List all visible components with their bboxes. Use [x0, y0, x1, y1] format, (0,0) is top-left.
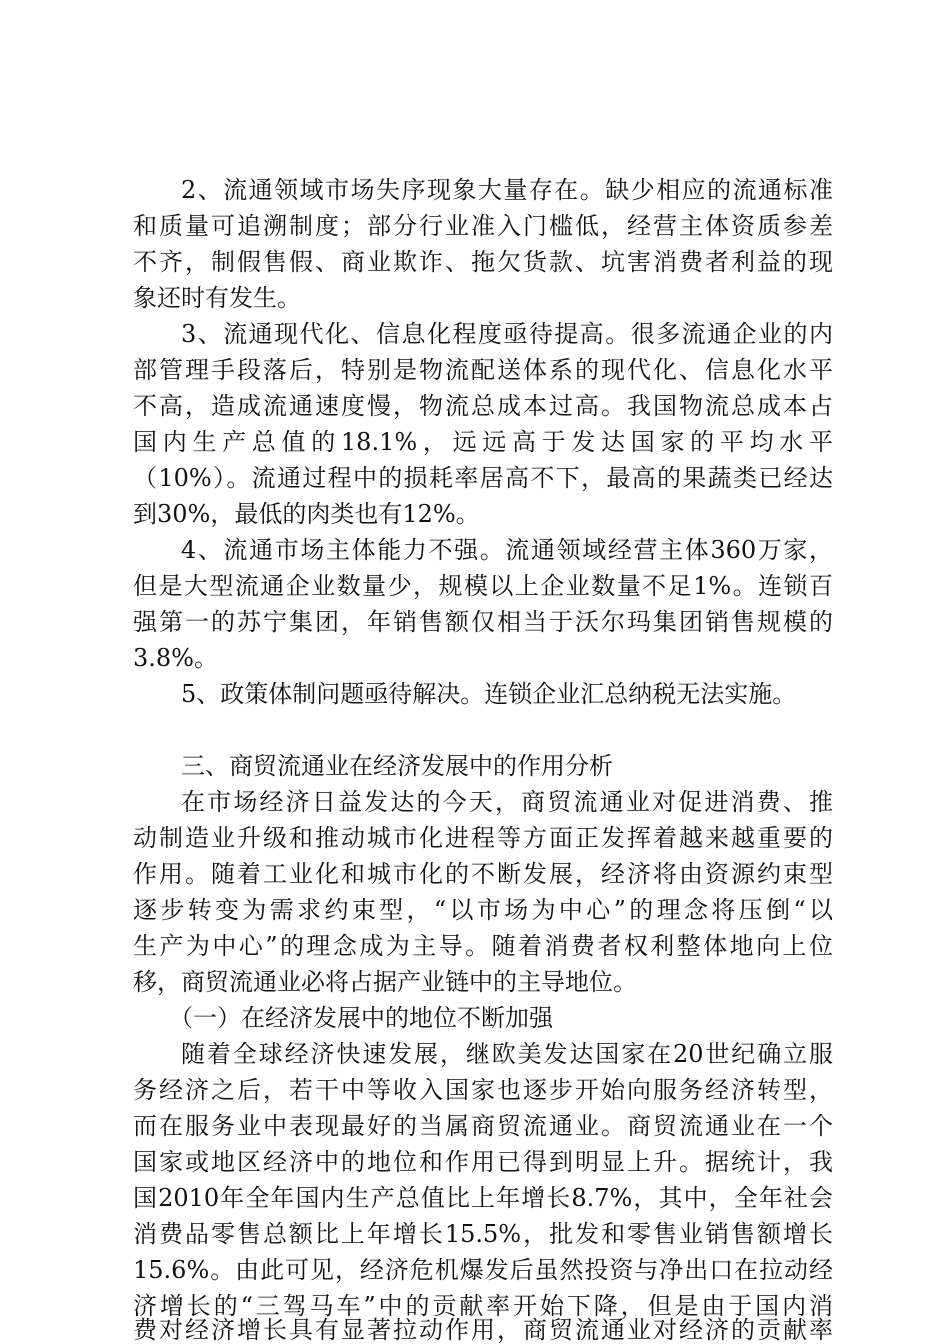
text-line: 费对经济增长具有显著拉动作用，商贸流通业对经济的贡献率	[133, 1316, 833, 1344]
text-line: 国家或地区经济中的地位和作用已得到明显上升。据统计，我	[133, 1148, 833, 1176]
text-line: 3、流通现代化、信息化程度亟待提高。很多流通企业的内	[181, 320, 833, 348]
section-heading: 三、商贸流通业在经济发展中的作用分析	[181, 752, 613, 780]
text-line: 消费品零售总额比上年增长15.5%，批发和零售业销售额增长	[133, 1220, 833, 1248]
text-line: 而在服务业中表现最好的当属商贸流通业。商贸流通业在一个	[133, 1112, 833, 1140]
text-line: （10%）。流通过程中的损耗率居高不下，最高的果蔬类已经达	[133, 464, 833, 492]
text-line: 15.6%。由此可见，经济危机爆发后虽然投资与净出口在拉动经	[133, 1256, 833, 1284]
text-line: 济增长的“三驾马车”中的贡献率开始下降，但是由于国内消	[133, 1292, 833, 1320]
text-line: 在市场经济日益发达的今天，商贸流通业对促进消费、推	[181, 788, 833, 816]
text-line: 到30%，最低的肉类也有12%。	[133, 500, 480, 528]
text-line: 2、流通领域市场失序现象大量存在。缺少相应的流通标准	[181, 176, 833, 204]
text-line: 逐步转变为需求约束型，“以市场为中心”的理念将压倒“以	[133, 896, 833, 924]
text-line: 随着全球经济快速发展，继欧美发达国家在20世纪确立服	[181, 1040, 833, 1068]
text-line: 但是大型流通企业数量少，规模以上企业数量不足1%。连锁百	[133, 572, 833, 600]
text-line: 和质量可追溯制度；部分行业准入门槛低，经营主体资质参差	[133, 212, 833, 240]
text-line: 生产为中心”的理念成为主导。随着消费者权利整体地向上位	[133, 932, 833, 960]
text-line: 作用。随着工业化和城市化的不断发展，经济将由资源约束型	[133, 860, 833, 888]
text-line: 国2010年全年国内生产总值比上年增长8.7%，其中，全年社会	[133, 1184, 833, 1212]
text-line: 3.8%。	[133, 644, 218, 672]
text-line: 不齐，制假售假、商业欺诈、拖欠货款、坑害消费者利益的现	[133, 248, 833, 276]
text-line: 不高，造成流通速度慢，物流总成本过高。我国物流总成本占	[133, 392, 833, 420]
text-line: 国内生产总值的18.1%，远远高于发达国家的平均水平	[133, 428, 833, 456]
text-line: 强第一的苏宁集团，年销售额仅相当于沃尔玛集团销售规模的	[133, 608, 833, 636]
text-line: 象还时有发生。	[133, 284, 301, 312]
text-line: 4、流通市场主体能力不强。流通领域经营主体360万家，	[181, 536, 833, 564]
text-line: 动制造业升级和推动城市化进程等方面正发挥着越来越重要的	[133, 824, 833, 852]
text-line: 移，商贸流通业必将占据产业链中的主导地位。	[133, 968, 637, 996]
text-line: 5、政策体制问题亟待解决。连锁企业汇总纳税无法实施。	[181, 680, 797, 708]
text-line: 部管理手段落后，特别是物流配送体系的现代化、信息化水平	[133, 356, 833, 384]
text-line: 务经济之后，若干中等收入国家也逐步开始向服务经济转型，	[133, 1076, 833, 1104]
subsection-heading: （一）在经济发展中的地位不断加强	[169, 1004, 553, 1032]
